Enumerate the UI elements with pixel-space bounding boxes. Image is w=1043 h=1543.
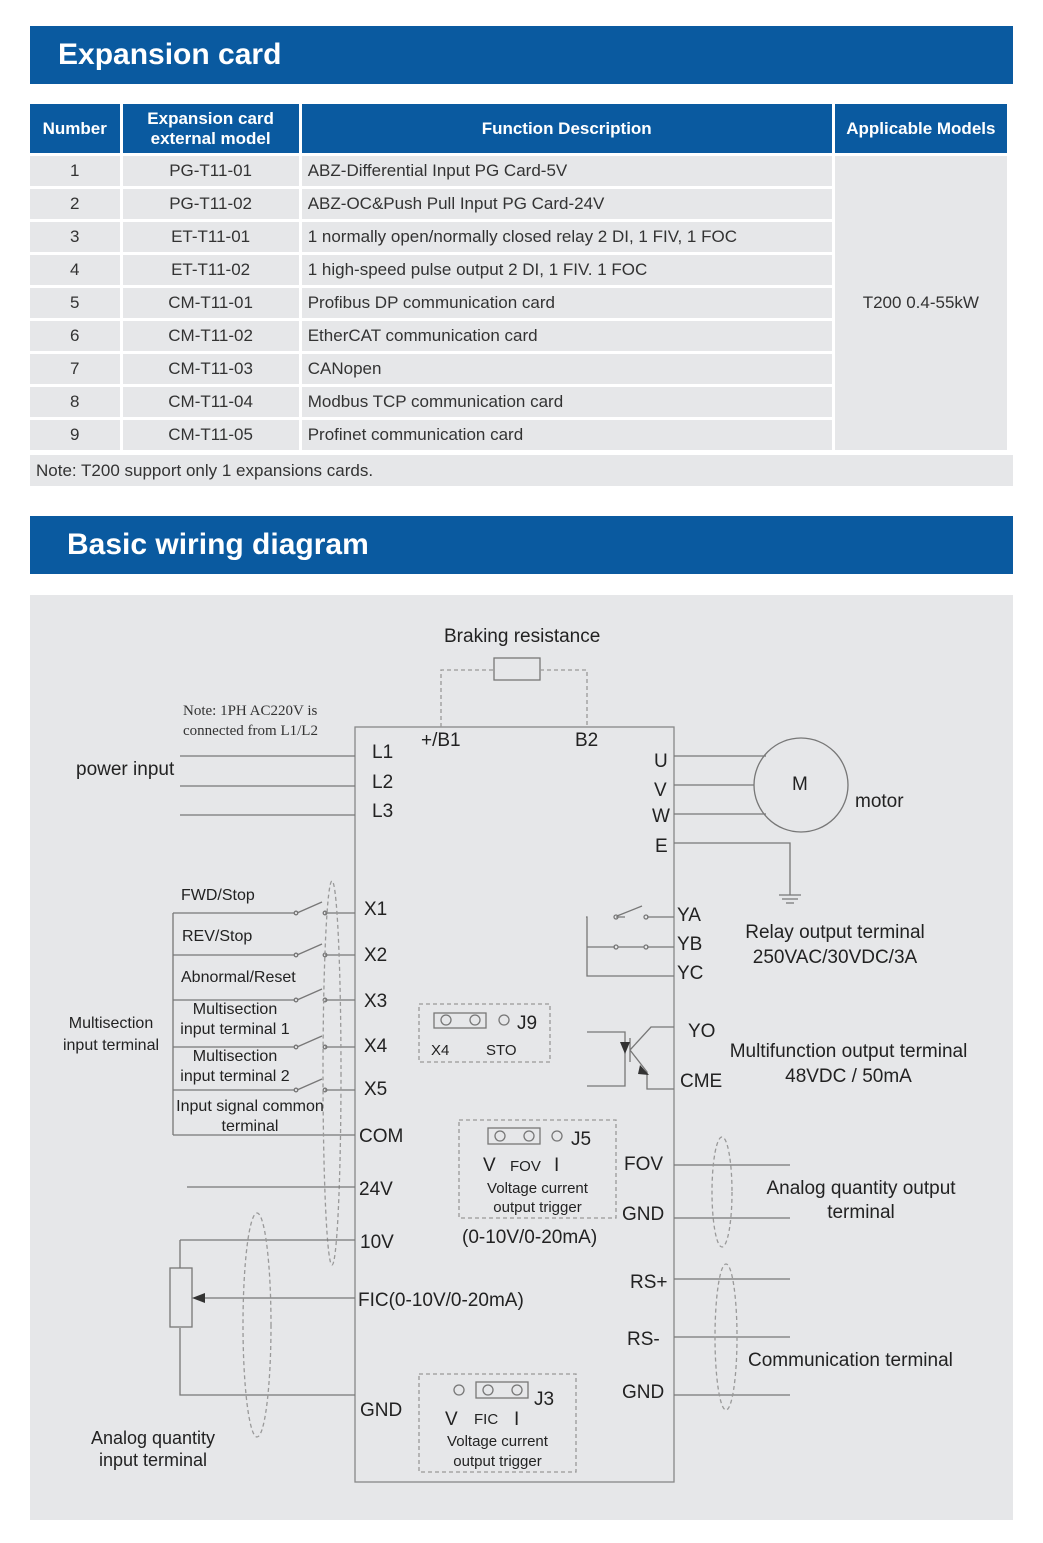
cell-description: CANopen xyxy=(302,354,832,384)
analog-output-label-line1: Analog quantity output xyxy=(766,1178,956,1199)
input-ms1-line1: Multisection xyxy=(192,1001,278,1018)
j3-desc-line1: Voltage current xyxy=(447,1433,548,1450)
cell-model: CM-T11-02 xyxy=(123,321,299,351)
cell-model: CM-T11-05 xyxy=(123,420,299,450)
cell-model: CM-T11-03 xyxy=(123,354,299,384)
cell-description: EtherCAT communication card xyxy=(302,321,832,351)
power-input-label: power input xyxy=(76,759,175,780)
input-ms2-line2: input terminal 2 xyxy=(180,1068,290,1085)
cell-number: 1 xyxy=(30,156,120,186)
j3-v-label: V xyxy=(445,1409,458,1430)
cell-description: Profibus DP communication card xyxy=(302,288,832,318)
expansion-card-banner xyxy=(30,26,1013,84)
cell-description: 1 normally open/normally closed relay 2 DI, 1 FIV, 1 FOC xyxy=(302,222,832,252)
cell-description: 1 high-speed pulse output 2 DI, 1 FIV. 1 FOC xyxy=(302,255,832,285)
table-note xyxy=(30,455,1013,486)
terminal-U: U xyxy=(654,751,668,772)
j3-desc-line2: output trigger xyxy=(453,1453,542,1470)
input-fwd-label: FWD/Stop xyxy=(181,887,255,904)
terminal-COM: COM xyxy=(359,1126,404,1147)
input-reset-label: Abnormal/Reset xyxy=(181,969,296,986)
wiring-diagram xyxy=(30,595,1013,1520)
cell-number: 7 xyxy=(30,354,120,384)
relay-label-line2: 250VAC/30VDC/3A xyxy=(752,947,918,968)
input-common-line1: Input signal common xyxy=(176,1098,324,1115)
analog-input-label-line2: input terminal xyxy=(98,1450,208,1470)
terminal-GND-left: GND xyxy=(360,1400,403,1421)
expansion-card-title: Expansion card xyxy=(58,38,282,71)
multifunction-label-line1: Multifunction output terminal xyxy=(729,1041,968,1062)
input-group-line1: Multisection xyxy=(68,1015,154,1032)
transistor-icon xyxy=(587,1027,674,1089)
cell-model: PG-T11-02 xyxy=(123,189,299,219)
analog-output-label-line2: terminal xyxy=(827,1202,895,1223)
header-description: Function Description xyxy=(302,104,832,153)
cell-description: Profinet communication card xyxy=(302,420,832,450)
cell-number: 5 xyxy=(30,288,120,318)
terminal-GND-comm: GND xyxy=(622,1382,665,1403)
terminal-RS-plus: RS+ xyxy=(630,1272,668,1293)
terminal-B1: +/B1 xyxy=(421,730,461,751)
cell-model: CM-T11-04 xyxy=(123,387,299,417)
motor-symbol: M xyxy=(792,774,808,795)
j5-i-label: I xyxy=(554,1155,560,1176)
j9-sto-label: STO xyxy=(486,1042,517,1059)
cell-description: ABZ-Differential Input PG Card-5V xyxy=(302,156,832,186)
cell-number: 4 xyxy=(30,255,120,285)
header-applicable: Applicable Models xyxy=(835,104,1007,153)
cell-number: 9 xyxy=(30,420,120,450)
header-model xyxy=(123,104,299,153)
terminal-FOV: FOV xyxy=(624,1154,664,1175)
j5-v-label: V xyxy=(483,1155,496,1176)
input-common-line2: terminal xyxy=(221,1118,279,1135)
ground-icon xyxy=(779,895,801,903)
braking-resistance-label: Braking resistance xyxy=(444,626,601,647)
cell-model: PG-T11-01 xyxy=(123,156,299,186)
table-header-row xyxy=(30,104,1007,153)
power-note-line1: Note: 1PH AC220V is xyxy=(183,703,318,719)
communication-terminal-label: Communication terminal xyxy=(748,1350,953,1371)
terminal-E: E xyxy=(655,836,668,857)
input-group-line2: input terminal xyxy=(62,1037,160,1054)
table-row xyxy=(30,156,1007,186)
terminal-GND-analog: GND xyxy=(622,1204,665,1225)
input-rev-label: REV/Stop xyxy=(182,928,253,945)
terminal-X1: X1 xyxy=(364,899,388,920)
terminal-YC: YC xyxy=(677,963,704,984)
power-note-line2: connected from L1/L2 xyxy=(183,723,318,739)
drive-box xyxy=(355,727,674,1482)
j3-label: J3 xyxy=(534,1389,555,1410)
cell-model: ET-T11-01 xyxy=(123,222,299,252)
terminal-24V: 24V xyxy=(359,1179,393,1200)
terminal-YO: YO xyxy=(688,1021,716,1042)
table-note-text: Note: T200 support only 1 expansions cards. xyxy=(36,461,374,480)
header-number: Number xyxy=(30,104,120,153)
cell-number: 3 xyxy=(30,222,120,252)
terminal-YA: YA xyxy=(677,905,701,926)
terminal-L3: L3 xyxy=(372,801,394,822)
terminal-W: W xyxy=(652,806,670,827)
braking-resistor-icon xyxy=(494,658,540,680)
terminal-X5: X5 xyxy=(364,1079,388,1100)
j9-label: J9 xyxy=(517,1013,538,1034)
j5-desc-line2: output trigger xyxy=(493,1199,582,1216)
terminal-L2: L2 xyxy=(372,772,394,793)
j3-i-label: I xyxy=(514,1409,520,1430)
multifunction-label-line2: 48VDC / 50mA xyxy=(785,1066,912,1087)
ground-wire xyxy=(674,843,790,895)
cell-description: ABZ-OC&Push Pull Input PG Card-24V xyxy=(302,189,832,219)
j9-x4-label: X4 xyxy=(431,1042,450,1059)
terminal-B2: B2 xyxy=(575,730,599,751)
cell-number: 8 xyxy=(30,387,120,417)
cell-number: 6 xyxy=(30,321,120,351)
potentiometer-icon xyxy=(170,1268,192,1327)
brake-wire xyxy=(441,670,587,727)
j5-desc-line1: Voltage current xyxy=(487,1180,588,1197)
analog-input-label-line1: Analog quantity xyxy=(90,1428,216,1448)
cell-applicable-models: T200 0.4-55kW xyxy=(835,156,1007,450)
j5-fov-label: FOV xyxy=(510,1158,541,1175)
j3-fic-label: FIC xyxy=(474,1411,499,1428)
switch-icons xyxy=(294,902,327,1092)
terminal-10V: 10V xyxy=(360,1232,394,1253)
relay-label-line1: Relay output terminal xyxy=(745,922,925,943)
terminal-X4: X4 xyxy=(364,1036,388,1057)
terminal-CME: CME xyxy=(680,1071,723,1092)
terminal-YB: YB xyxy=(677,934,703,955)
terminal-RS-minus: RS- xyxy=(627,1329,660,1350)
terminal-L1: L1 xyxy=(372,742,394,763)
motor-label: motor xyxy=(855,791,904,812)
header-model-line2: external model xyxy=(150,128,271,148)
shield-analog-out xyxy=(712,1137,732,1247)
wiring-diagram-banner xyxy=(30,516,1013,574)
terminal-FIC: FIC(0-10V/0-20mA) xyxy=(358,1290,524,1311)
j5-range-label: (0-10V/0-20mA) xyxy=(462,1227,598,1248)
shield-inputs xyxy=(323,881,341,1265)
input-ms1-line2: input terminal 1 xyxy=(180,1021,290,1038)
terminal-X2: X2 xyxy=(364,945,388,966)
j5-label: J5 xyxy=(571,1129,592,1150)
cell-number: 2 xyxy=(30,189,120,219)
terminal-X3: X3 xyxy=(364,991,388,1012)
wiring-diagram-title: Basic wiring diagram xyxy=(67,528,369,561)
terminal-V: V xyxy=(654,780,667,801)
input-ms2-line1: Multisection xyxy=(192,1048,278,1065)
cell-model: CM-T11-01 xyxy=(123,288,299,318)
header-model-line1: Expansion card xyxy=(147,108,274,128)
cell-description: Modbus TCP communication card xyxy=(302,387,832,417)
expansion-card-table xyxy=(27,101,1010,453)
shield-analog-in xyxy=(243,1213,271,1437)
cell-model: ET-T11-02 xyxy=(123,255,299,285)
